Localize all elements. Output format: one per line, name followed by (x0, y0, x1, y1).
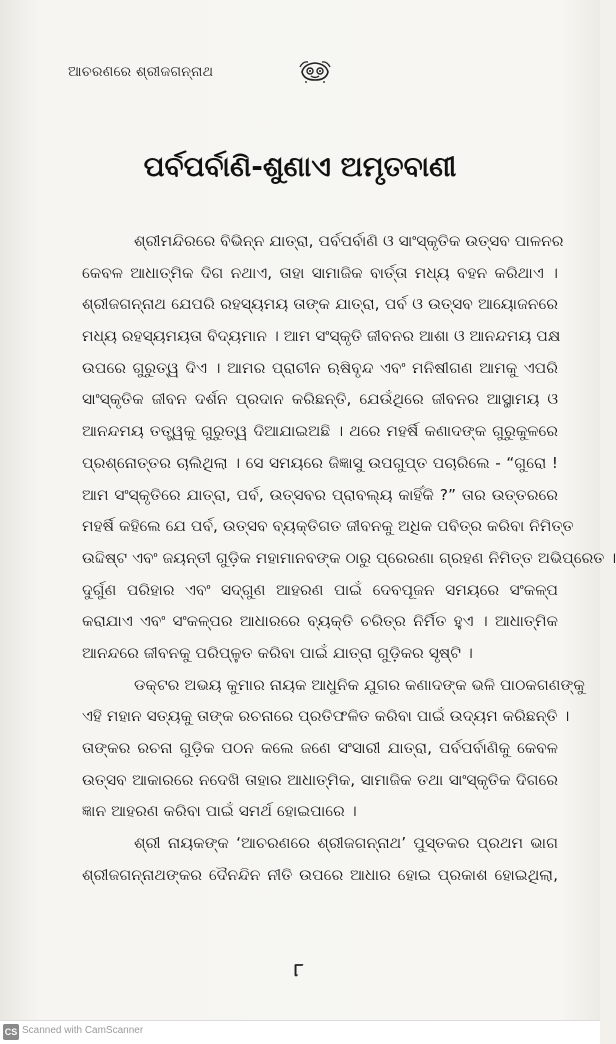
body-text (82, 226, 616, 891)
text-line: କରାଯାଏ ଏବଂ ସଂକଳ୍ପର ଆଧାରରେ ବ୍ୟକ୍ତି ଚରିତ୍ର ନିର୍ମିତ ହୁଏ । ଆଧାତ୍ମିକ (82, 612, 558, 631)
text-line: ମଧ୍ୟ ରହସ୍ୟମୟତା ବିଦ୍ୟମାନ । ଆମ ସଂସ୍କୃତି ଜୀବନର ଆଶା ଓ ଆନନ୍ଦମୟ ପକ୍ଷ (82, 327, 561, 346)
page-number: ୮ (294, 960, 304, 981)
text-line: ଉପରେ ଗୁରୁତ୍ୱ ଦିଏ । ଆମର ପ୍ରାଚୀନ ଋଷିବୃନ୍ଦ ଏବଂ ମନିଷୀଗଣ ଆମକୁ ଏପରି (82, 358, 558, 377)
text-line: ଦୁର୍ଗୁଣ ପରିହାର ଏବଂ ସଦ୍‌ଗୁଣ ଆହରଣ ପାଇଁ ଦେବପୂଜନ ସମୟରେ ସଂକଳ୍ପ (82, 580, 558, 599)
text-line: ଆନନ୍ଦମୟ ତତ୍ତ୍ୱକୁ ଗୁରୁତ୍ୱ ଦିଆଯାଇଅଛି । ଥରେ ମହର୍ଷି କଣାଦଙ୍କ ଗୁରୁକୁଳରେ (82, 422, 558, 441)
jagannath-emblem-icon (298, 58, 332, 84)
text-line: ଡକ୍ଟର ଅଭୟ କୁମାର ନାୟକ ଆଧୁନିକ ଯୁଗର କଣାଦଙ୍କ ଭଳି ପାଠକଗଣଙ୍କୁ (134, 675, 585, 694)
text-line: ଶ୍ରୀଜଗନ୍ନାଥ ଯେପରି ରହସ୍ୟମୟ ତାଙ୍କ ଯାତ୍ରା, ପର୍ବ ଓ ଉତ୍ସବ ଆୟୋଜନରେ (82, 295, 558, 314)
running-head: ଆଚରଣରେ ଶ୍ରୀଜଗନ୍ନାଥ (68, 64, 214, 80)
text-line: ଜ୍ଞାନ ଆହରଣ କରିବା ପାଇଁ ସମର୍ଥ ହୋଇପାରେ । (82, 802, 357, 821)
text-line: ତାଙ୍କର ରଚନା ଗୁଡ଼ିକ ପଠନ କଲେ ଜଣେ ସଂସାରୀ ଯାତ୍ରା, ପର୍ବପର୍ବାଣିକୁ କେବଳ (82, 739, 558, 757)
text-line: ଆନନ୍ଦରେ ଜୀବନକୁ ପରିପ୍ଳୁତ କରିବା ପାଇଁ ଯାତ୍ରା ଗୁଡ଼ିକର ସୃଷ୍ଟି । (82, 643, 473, 662)
text-line: ଆମ ସଂସ୍କୃତିରେ ଯାତ୍ରା, ପର୍ବ, ଉତ୍ସବର ପ୍ରାବଲ୍ୟ କାହିଁକି ?” ତାର ଉତ୍ତରରେ (82, 485, 558, 504)
chapter-title: ପର୍ବପର୍ବାଣି-ଶୁଣାଏ ଅମୃତବାଣୀ (143, 150, 457, 183)
text-line: ଏହି ମହାନ ସତ୍ୟକୁ ତାଙ୍କ ରଚନାରେ ପ୍ରତିଫଳିତ କରିବା ପାଇଁ ଉଦ୍ୟମ କରିଛନ୍ତି । (82, 707, 570, 726)
text-line: ପ୍ରଶ୍ନୋତ୍ତର ଚାଲିଥିଲା । ସେ ସମୟରେ ଜିଜ୍ଞାସୁ ଉପଗୁପ୍ତ ପଚାରିଲେ - “ଗୁରୋ ! (82, 453, 558, 472)
text-line: ଉଦ୍ଦିଷ୍ଟ ଏବଂ ଜୟନ୍ତୀ ଗୁଡ଼ିକ ମହାମାନବଙ୍କ ଠାରୁ ପ୍ରେରଣା ଗ୍ରହଣ ନିମିତ୍ତ ଅଭିପ୍ରେତ । (82, 548, 616, 567)
text-line: ଶ୍ରୀ ନାୟକଙ୍କ ‘ଆଚରଣରେ ଶ୍ରୀଜଗନ୍ନାଥ’ ପୁସ୍ତକର ପ୍ରଥମ ଭାଗ (134, 834, 558, 853)
text-line: ମହର୍ଷି କହିଲେ ଯେ ପର୍ବ, ଉତ୍ସବ ବ୍ୟକ୍ତିଗତ ଜୀବନକୁ ଅଧିକ ପବିତ୍ର କରିବା ନିମିତ୍ତ (82, 517, 574, 536)
text-line: କେବଳ ଆଧାତ୍ମିକ ଦିଗ ନଥାଏ, ତାହା ସାମାଜିକ ବାର୍ତ୍ତା ମଧ୍ୟ ବହନ କରିଥାଏ । (82, 263, 558, 282)
scanner-watermark: Scanned with CamScanner (22, 1025, 144, 1036)
scanner-footer (0, 1020, 600, 1044)
text-line: ଶ୍ରୀଜଗନ୍ନାଥଙ୍କର ଦୈନନ୍ଦିନ ନୀତି ଉପରେ ଆଧାର ହୋଇ ପ୍ରକାଶ ହୋଇଥିଲା, (82, 865, 558, 884)
text-line: ସାଂସ୍କୃତିକ ଜୀବନ ଦର୍ଶନ ପ୍ରଦାନ କରିଛନ୍ତି, ଯେଉଁଥିରେ ଜୀବନର ଆସ୍ଥାମୟ ଓ (82, 390, 558, 409)
camscanner-logo-icon: CS (3, 1024, 19, 1040)
text-line: ଶ୍ରୀମନ୍ଦିରରେ ବିଭିନ୍ନ ଯାତ୍ରା, ପର୍ବପର୍ବାଣି ଓ ସାଂସ୍କୃତିକ ଉତ୍ସବ ପାଳନର (134, 232, 564, 250)
text-line: ଉତ୍ସବ ଆକାରରେ ନଦେଖି ତାହାର ଆଧାତ୍ମିକ, ସାମାଜିକ ତଥା ସାଂସ୍କୃତିକ ଦିଗରେ (82, 770, 558, 789)
